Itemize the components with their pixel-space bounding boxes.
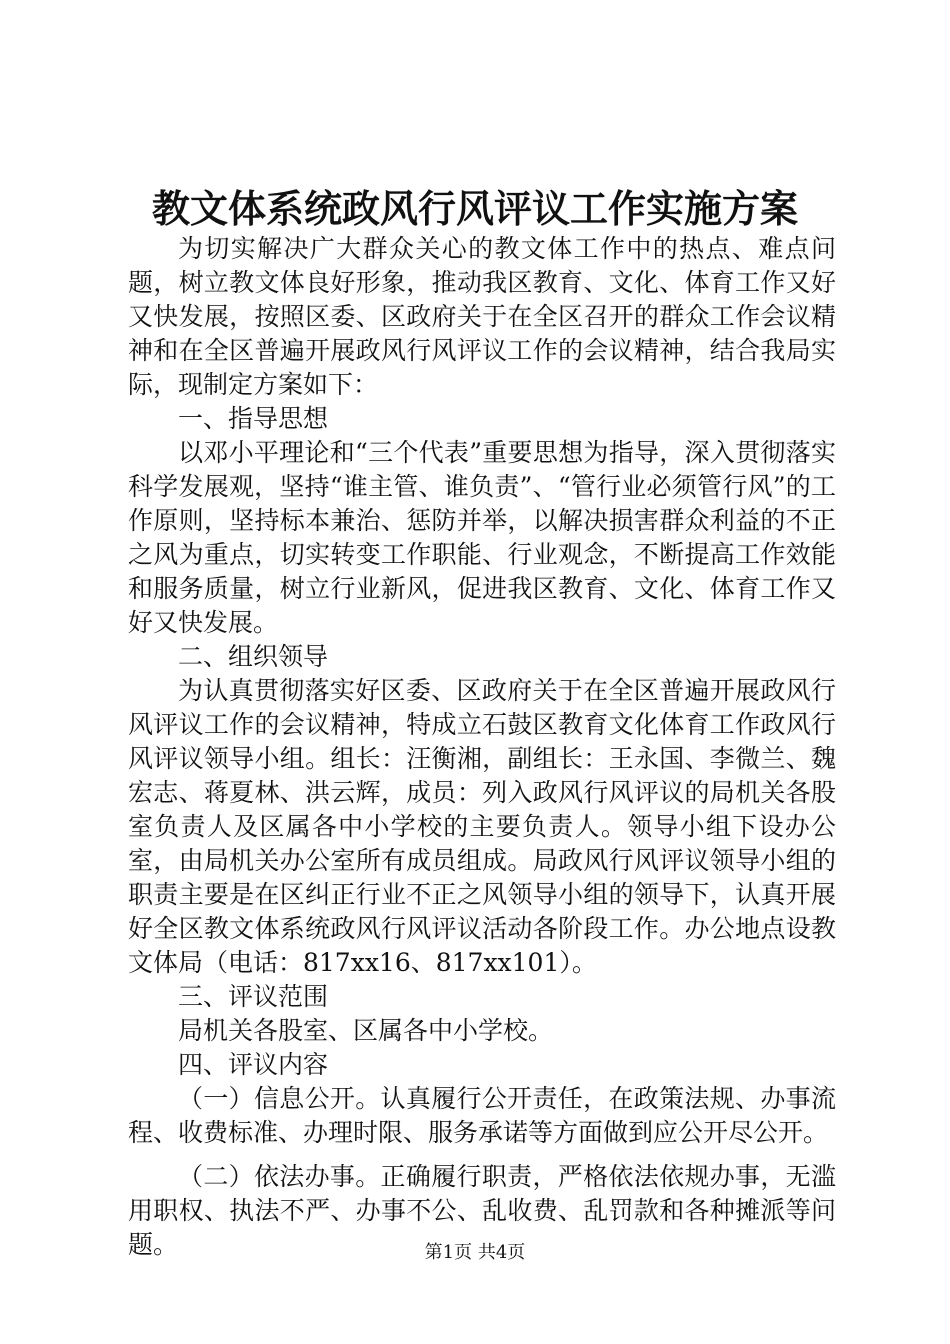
scope-paragraph: 局机关各股室、区属各中小学校。 (178, 1016, 554, 1045)
content-item-information-disclosure: （一）信息公开。认真履行公开责任，在政策法规、办事流程、收费标准、办理时限、服务承诺等方面做到应公开尽公开。 (128, 1084, 836, 1147)
document-title: 教文体系统政风行风评议工作实施方案 (151, 186, 798, 231)
section-heading-guiding-ideology: 一、指导思想 (178, 404, 329, 433)
page-footer: 第1页 共4页 (424, 1242, 526, 1263)
content-item-lawful-conduct: （二）依法办事。正确履行职责，严格依法依规办事，无滥用职权、执法不严、办事不公、乱收费、乱罚款和各种摊派等问题。 (128, 1162, 836, 1259)
organization-paragraph: 为认真贯彻落实好区委、区政府关于在全区普遍开展政风行风评议工作的会议精神，特成立石鼓区教育文化体育工作政风行风评议领导小组。组长：汪衡湘，副组长：王永国、李微兰、魏宏志、蒋夏林、洪云辉，成员：列入政风行风评议的局机关各股室负责人及区属各中小学校的主要负责人。领导小组下设办公室，由局机关办公室所有成员组成。局政风行风评议领导小组的职责主要是在区纠正行业不正之风领导小组的领导下，认真开展好全区教文体系统政风行风评议活动各阶段工作。办公地点设教文体局（电话：817xx16、817xx101）。 (128, 676, 836, 977)
document-body (128, 232, 836, 1262)
section-heading-content: 四、评议内容 (178, 1050, 329, 1079)
section-heading-scope: 三、评议范围 (178, 982, 329, 1011)
guiding-ideology-paragraph: 以邓小平理论和“三个代表”重要思想为指导，深入贯彻落实科学发展观，坚持“谁主管、谁负责”、“管行业必须管行风”的工作原则，坚持标本兼治、惩防并举，以解决损害群众利益的不正之风为重点，切实转变工作职能、行业观念，不断提高工作效能和服务质量，树立行业新风，促进我区教育、文化、体育工作又好又快发展。 (128, 438, 836, 637)
intro-paragraph: 为切实解决广大群众关心的教文体工作中的热点、难点问题，树立教文体良好形象，推动我区教育、文化、体育工作又好又快发展，按照区委、区政府关于在全区召开的群众工作会议精神和在全区普遍开展政风行风评议工作的会议精神，结合我局实际，现制定方案如下： (128, 234, 836, 399)
section-heading-organization: 二、组织领导 (178, 642, 329, 671)
